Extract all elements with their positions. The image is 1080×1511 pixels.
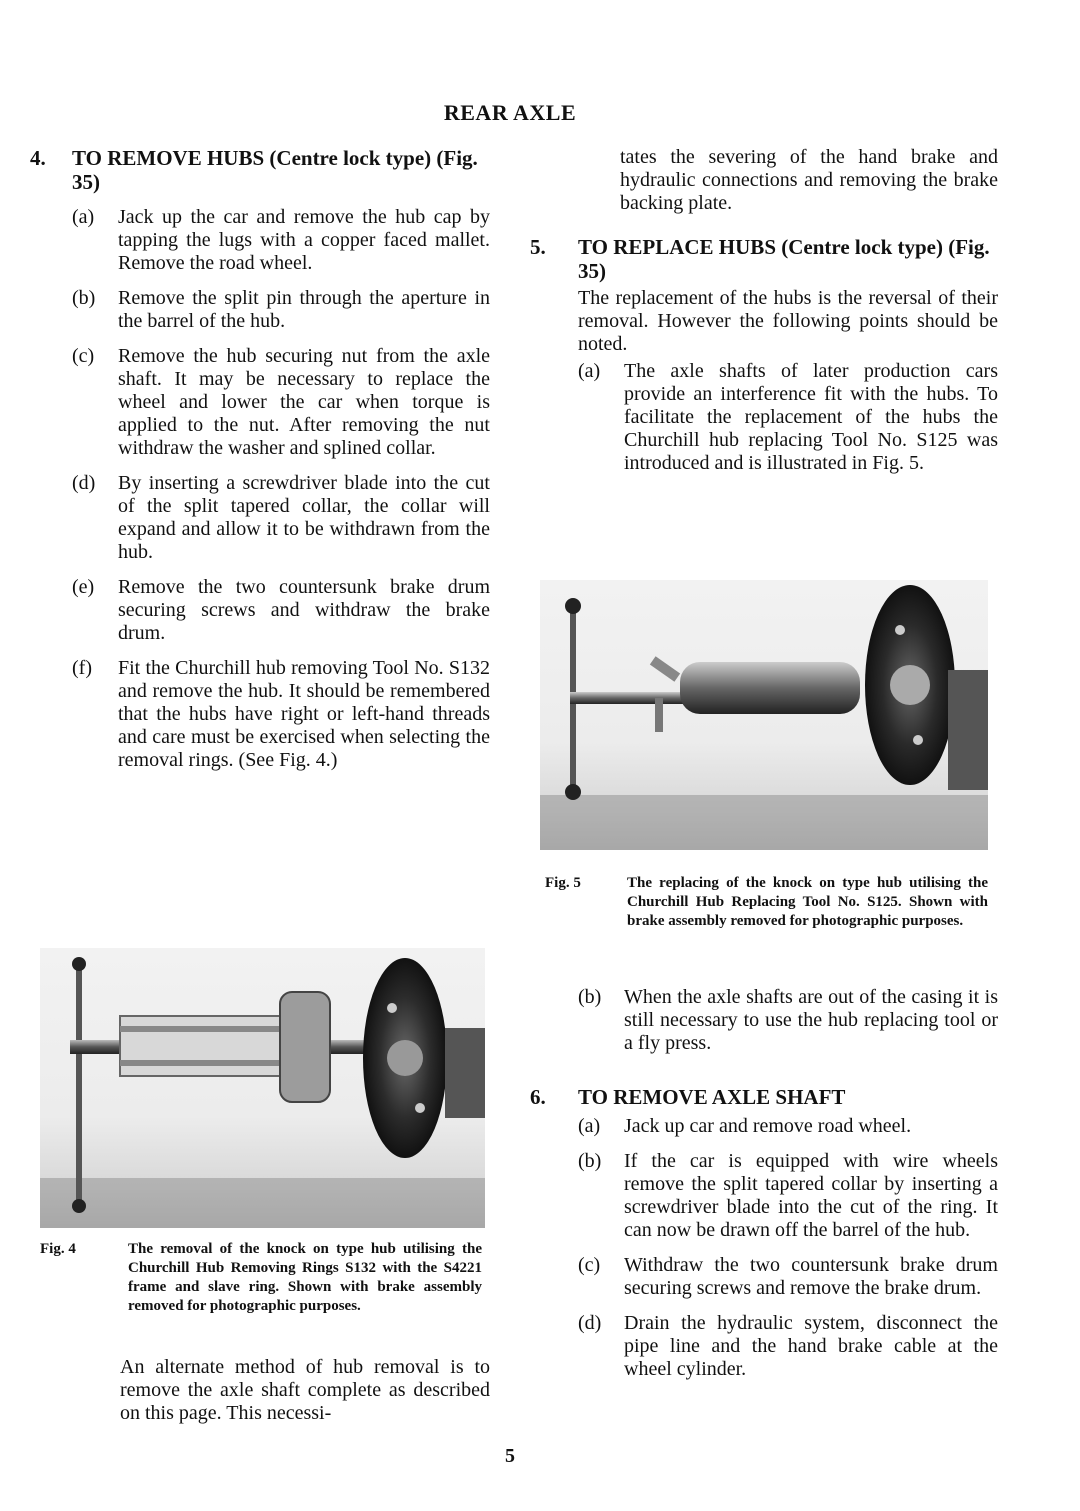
section-6-title <box>578 1085 998 1109</box>
step-text: Drain the hydraulic system, disconnect the pipe line and the hand brake cable at the wheel cylinder. <box>624 1312 998 1380</box>
right-column <box>530 146 998 475</box>
step-6c <box>578 1254 998 1300</box>
step-6d <box>578 1312 998 1381</box>
step-label: (d) <box>72 472 96 494</box>
step-label: (c) <box>578 1254 601 1276</box>
step-5b <box>578 986 998 1055</box>
section-6-number: 6. <box>530 1085 546 1109</box>
section-4-number: 4. <box>30 146 46 170</box>
step-6b <box>578 1150 998 1242</box>
page-number: 5 <box>505 1445 515 1467</box>
step-label: (f) <box>72 657 92 679</box>
fig-5-label: Fig. 5 <box>545 875 581 891</box>
alternate-method-paragraph: An alternate method of hub removal is to remove the axle shaft complete as described on this page. This necessi- <box>120 1356 490 1424</box>
section-4-heading <box>30 146 490 194</box>
step-4e <box>72 576 490 645</box>
section-4-title <box>72 146 490 194</box>
step-text: Jack up the car and remove the hub cap by tapping the lugs with a copper faced mallet. Remove the road wheel. <box>118 206 490 274</box>
continued-paragraph: tates the severing of the hand brake and hydraulic connections and removing the brake backing plate. <box>620 146 998 214</box>
step-text: If the car is equipped with wire wheels remove the split tapered collar by inserting a screwdriver blade into the cut of the ring. It can now be drawn off the barrel of the hub. <box>624 1150 998 1241</box>
step-text: By inserting a screwdriver blade into the cut of the split tapered collar, the collar will expand and allow it to be withdrawn from the hub. <box>118 472 490 563</box>
right-column-lower <box>530 986 998 1381</box>
step-label: (b) <box>578 986 602 1008</box>
step-6a <box>578 1115 998 1138</box>
step-text: Remove the hub securing nut from the axle shaft. It may be necessary to replace the wheel and lower the car when torque is applied to the nut. After removing the nut withdraw the washer and splined collar. <box>118 345 490 459</box>
section-6-heading <box>530 1085 998 1109</box>
step-text: Remove the two countersunk brake drum securing screws and withdraw the brake drum. <box>118 576 490 644</box>
step-label: (a) <box>578 1115 601 1137</box>
step-text: The axle shafts of later production cars provide an interference fit with the hubs. To facilitate the replacement of the hubs the Churchill hub replacing Tool No. S125 was introduced and is illustrated in Fig. 5. <box>624 360 998 474</box>
step-4c <box>72 345 490 460</box>
fig-4-photo <box>40 948 485 1228</box>
step-text: Withdraw the two countersunk brake drum securing screws and remove the brake drum. <box>624 1254 998 1299</box>
section-4-title-main: TO REMOVE HUBS <box>72 146 265 170</box>
step-4b <box>72 287 490 333</box>
step-text: When the axle shafts are out of the casing it is still necessary to use the hub replacing tool or a fly press. <box>624 986 998 1054</box>
hub-removal-tool-illustration <box>40 948 485 1228</box>
section-5-title-rest: (Centre lock type) (Fig. 35) <box>578 235 990 283</box>
step-label: (c) <box>72 345 95 367</box>
step-label: (a) <box>578 360 601 382</box>
section-5-title-main: TO REPLACE HUBS <box>578 235 776 259</box>
step-label: (b) <box>578 1150 602 1172</box>
step-4a <box>72 206 490 275</box>
fig-5-photo <box>540 580 988 850</box>
fig-5-caption <box>545 874 988 931</box>
left-column <box>30 146 490 772</box>
step-label: (b) <box>72 287 96 309</box>
section-6-title-main: TO REMOVE AXLE SHAFT <box>578 1085 846 1109</box>
section-4-title-rest: (Centre lock type) (Fig. 35) <box>72 146 478 194</box>
step-text: Remove the split pin through the aperture in the barrel of the hub. <box>118 287 490 332</box>
step-5a <box>578 360 998 475</box>
fig-5-caption-text: The replacing of the knock on type hub utilising the Churchill Hub Replacing Tool No. S125. Shown with brake assembly removed for photographic purposes. <box>627 875 988 929</box>
section-5-intro: The replacement of the hubs is the reversal of their removal. However the following points should be noted. <box>578 287 998 355</box>
step-4d <box>72 472 490 564</box>
section-5-title <box>578 235 998 283</box>
hub-replacing-tool-illustration <box>540 580 988 850</box>
fig-4-label: Fig. 4 <box>40 1241 76 1257</box>
step-text: Fit the Churchill hub removing Tool No. S132 and remove the hub. It should be remembered that the hubs have right or left-hand threads and care must be exercised when selecting the removal rings. (See Fig. 4.) <box>118 657 490 771</box>
step-label: (e) <box>72 576 95 598</box>
section-5-heading <box>530 235 998 283</box>
page-title: REAR AXLE <box>443 100 577 125</box>
section-5-number: 5. <box>530 235 546 259</box>
step-label: (a) <box>72 206 95 228</box>
step-label: (d) <box>578 1312 602 1334</box>
fig-4-caption <box>40 1240 482 1316</box>
fig-4-caption-text: The removal of the knock on type hub utilising the Churchill Hub Removing Rings S132 with the S4221 frame and slave ring. Shown with brake assembly removed for photographic purposes. <box>128 1241 482 1314</box>
step-4f <box>72 657 490 772</box>
step-text: Jack up car and remove road wheel. <box>624 1115 912 1137</box>
